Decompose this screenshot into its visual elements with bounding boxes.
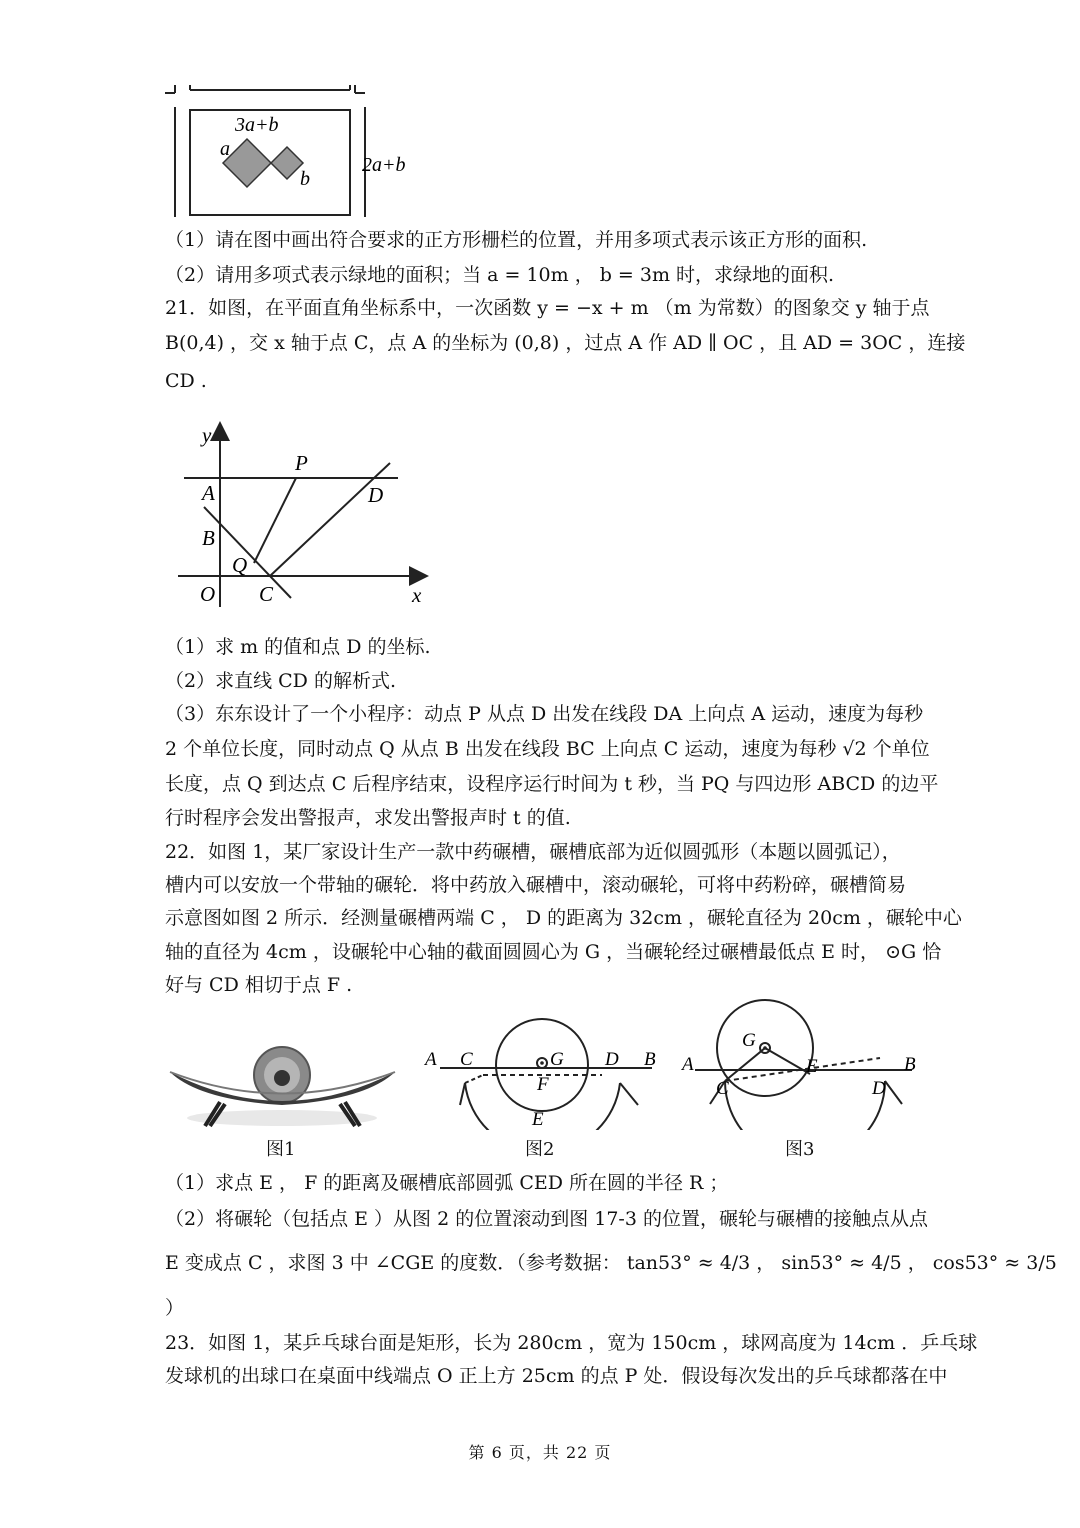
q21-sub2: （2）求直线 CD 的解析式.	[165, 670, 396, 692]
axis-y-label: y	[202, 423, 212, 447]
figure-3-diagram	[680, 998, 920, 1130]
q20-sub1: （1）请在图中画出符合要求的正方形栅栏的位置，并用多项式表示该正方形的面积.	[165, 229, 868, 251]
q21-sub3-line3: 长度，点 Q 到达点 C 后程序结束，设程序运行时间为 t 秒，当 PQ 与四边形 ABCD 的边平	[165, 773, 939, 795]
label-a: a	[220, 138, 230, 160]
q22-sub2-line3: ）	[165, 1297, 185, 1319]
point-B-label: B	[202, 526, 215, 550]
point-P-label: P	[295, 451, 308, 475]
q21-stem-line1: 21．如图，在平面直角坐标系中，一次函数 y = −x + m （m 为常数）的图象交 y 轴于点	[165, 297, 930, 319]
q21-sub3-line4: 行时程序会发出警报声，求发出警报声时 t 的值.	[165, 807, 571, 829]
point-A-label: A	[202, 481, 215, 505]
fig2-label-A: A	[425, 1049, 437, 1070]
fig3-label-B: B	[904, 1054, 916, 1075]
label-3a-plus-b: 3a+b	[235, 114, 279, 136]
fig2-label-D: D	[605, 1049, 619, 1070]
q21-sub3-line2: 2 个单位长度，同时动点 Q 从点 B 出发在线段 BC 上向点 C 运动，速度为每秒 √2 个单位	[165, 738, 930, 760]
point-Q-label: Q	[232, 553, 248, 577]
point-C-label: C	[259, 582, 274, 606]
rectangle-figure	[160, 85, 420, 225]
fig2-label-G: G	[550, 1049, 564, 1070]
q21-sub3-line1: （3）东东设计了一个小程序：动点 P 从点 D 出发在线段 DA 上向点 A 运动，速度为每秒	[165, 703, 924, 725]
q23-stem-line2: 发球机的出球口在桌面中线端点 O 正上方 25cm 的点 P 处．假设每次发出的乒乓球都落在中	[165, 1365, 948, 1387]
fig2-label-E: E	[532, 1109, 544, 1130]
fig3-label-D: D	[872, 1078, 886, 1099]
label-2a-plus-b: 2a+b	[362, 154, 406, 176]
q22-stem-line5: 好与 CD 相切于点 F .	[165, 974, 353, 996]
figure-2-diagram	[420, 1015, 665, 1130]
q21-stem-line2: B(0,4) ，交 x 轴于点 C，点 A 的坐标为 (0,8) ，过点 A 作 AD ∥ OC ，且 AD = 3OC ，连接	[165, 332, 966, 354]
fig2-label-B: B	[644, 1049, 656, 1070]
fig2-label-C: C	[460, 1049, 473, 1070]
q22-stem-line3: 示意图如图 2 所示．经测量碾槽两端 C ， D 的距离为 32cm ，碾轮直径为 20cm ，碾轮中心	[165, 907, 962, 929]
q22-stem-line4: 轴的直径为 4cm ，设碾轮中心轴的截面圆圆心为 G ，当碾轮经过碾槽最低点 E 时， ⊙G 恰	[165, 941, 942, 963]
q23-stem-line1: 23．如图 1，某乒乓球台面是矩形，长为 280cm ，宽为 150cm ，球网高度为 14cm ．乒乓球	[165, 1332, 978, 1354]
q22-sub2-line1: （2）将碾轮（包括点 E ）从图 2 的位置滚动到图 17-3 的位置，碾轮与碾槽的接触点从点	[165, 1208, 928, 1230]
axis-x-label: x	[412, 583, 422, 607]
q22-sub2-line2: E 变成点 C ，求图 3 中 ∠CGE 的度数．（参考数据： tan53° ≈ 4/3 ， sin53° ≈ 4/5 ， cos53° ≈ 3/5	[165, 1252, 1057, 1274]
point-O-label: O	[200, 582, 216, 606]
fig3-label-C: C	[716, 1078, 729, 1099]
q21-stem-line3: CD .	[165, 370, 207, 392]
q21-sub1: （1）求 m 的值和点 D 的坐标.	[165, 636, 431, 658]
q22-sub1: （1）求点 E ， F 的距离及碾槽底部圆弧 CED 所在圆的半径 R ；	[165, 1172, 729, 1194]
fig3-label-E: E	[806, 1056, 818, 1077]
caption-figure-3: 图3	[785, 1139, 815, 1160]
fig3-label-A: A	[682, 1054, 694, 1075]
q22-stem-line1: 22．如图 1，某厂家设计生产一款中药碾槽，碾槽底部为近似圆弧形（本题以圆弧记），	[165, 841, 901, 863]
point-D-label: D	[368, 483, 384, 507]
page-footer: 第 6 页，共 22 页	[468, 1443, 612, 1462]
grinding-trough-photo	[165, 1030, 400, 1130]
fig3-label-G: G	[742, 1030, 756, 1051]
fig2-label-F: F	[537, 1074, 549, 1095]
coordinate-graph	[170, 415, 440, 610]
q22-stem-line2: 槽内可以安放一个带轴的碾轮．将中药放入碾槽中，滚动碾轮，可将中药粉碎，碾槽简易	[165, 874, 907, 896]
caption-figure-2: 图2	[525, 1139, 555, 1160]
label-b: b	[300, 168, 310, 190]
caption-figure-1: 图1	[266, 1139, 296, 1160]
q20-sub2: （2）请用多项式表示绿地的面积；当 a = 10m ， b = 3m 时，求绿地的面积.	[165, 264, 835, 286]
